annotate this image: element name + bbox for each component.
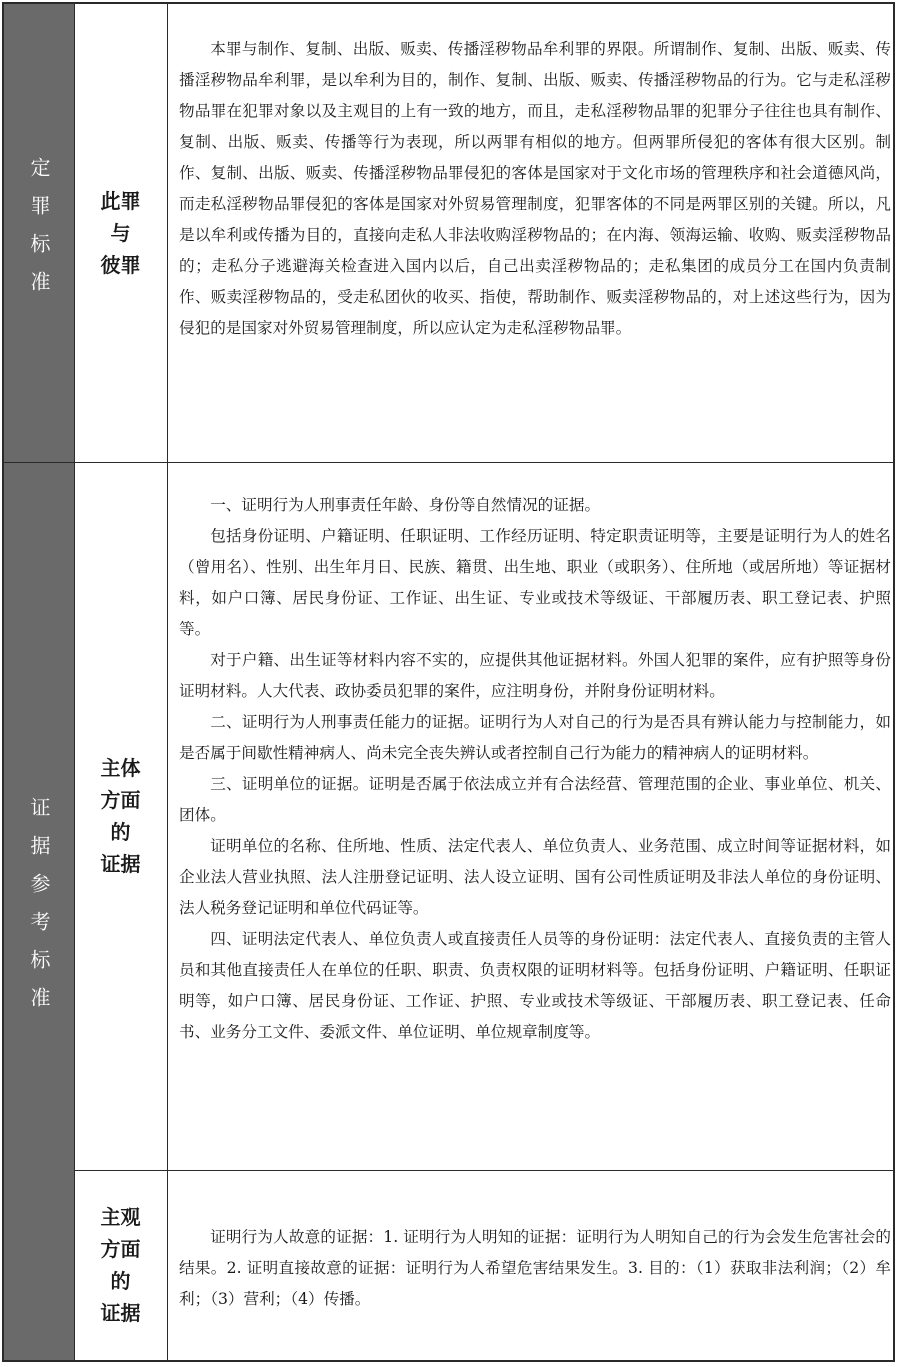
label-line: 主观 [100,1205,141,1229]
label-line: 方面 [100,788,141,812]
paragraph: 三、证明单位的证据。证明是否属于依法成立并有合法经营、管理范围的企业、事业单位、机关、团体。 [179,775,891,824]
paragraph: 证明单位的名称、住所地、性质、法定代表人、单位负责人、业务范围、成立时间等证据材料，如企业法人营业执照、法人注册登记证明、法人设立证明、国有公司性质证明及非法人单位的身份证明、法人税务登记证明和单位代码证等。 [179,837,891,917]
label-line: 与 [110,221,131,245]
label-line: 证据 [100,852,141,876]
paragraph: 二、证明行为人刑事责任能力的证据。证明行为人对自己的行为是否具有辨认能力与控制能力，如是否属于间歇性精神病人、尚未完全丧失辨认或者控制自己行为能力的精神病人的证明材料。 [179,713,891,762]
evidence-table [2,2,895,1362]
label-line: 证据 [100,1301,141,1325]
column-divider [167,4,168,1360]
paragraph: 四、证明法定代表人、单位负责人或直接责任人员等的身份证明：法定代表人、直接负责的主管人员和其他直接责任人在单位的任职、职责、负责权限的证明材料等。包括身份证明、户籍证明、任职证明等，如户口簿、居民身份证、工作证、护照、专业或技术等级证、干部履历表、职工登记表、任命书、业务分工文件、委派文件、单位证明、单位规章制度等。 [179,930,891,1041]
label-line: 的 [110,1269,131,1293]
row-label-subject-evidence [74,462,167,1170]
paragraph: 包括身份证明、户籍证明、任职证明、工作经历证明、特定职责证明等，主要是证明行为人的姓名（曾用名）、性别、出生年月日、民族、籍贯、出生地、职业（或职务）、住所地（或居所地）等证据材料，如户口簿、居民身份证、工作证、出生证、专业或技术等级证、干部履历表、职工登记表、护照等。 [179,527,891,638]
paragraph: 一、证明行为人刑事责任年龄、身份等自然情况的证据。 [210,496,601,514]
row-label-subjective-evidence [74,1170,167,1360]
label-line: 彼罪 [100,253,141,277]
label-line: 方面 [100,1237,141,1261]
row-label-this-crime-vs-other [74,4,167,462]
label-line: 此罪 [100,189,141,213]
paragraph: 对于户籍、出生证等材料内容不实的，应提供其他证据材料。外国人犯罪的案件，应有护照等身份证明材料。人大代表、政协委员犯罪的案件，应注明身份，并附身份证明材料。 [179,651,891,700]
paragraph: 本罪与制作、复制、出版、贩卖、传播淫秽物品牟利罪的界限。所谓制作、复制、出版、贩卖、传播淫秽物品牟利罪，是以牟利为目的，制作、复制、出版、贩卖、传播淫秽物品的行为。它与走私淫秽物品罪在犯罪对象以及主观目的上有一致的地方，而且，走私淫秽物品罪的犯罪分子往往也具有制作、复制、出版、贩卖、传播等行为表现，所以两罪有相似的地方。但两罪所侵犯的客体有很大区别。制作、复制、出版、贩卖、传播淫秽物品罪侵犯的客体是国家对于文化市场的管理秩序和社会道德风尚，而走私淫秽物品罪侵犯的客体是国家对外贸易管理制度，犯罪客体的不同是两罪区别的关键。所以，凡是以牟利或传播为目的，直接向走私人非法收购淫秽物品的；在内海、领海运输、收购、贩卖淫秽物品的；走私分子逃避海关检查进入国内以后，自己出卖淫秽物品的；走私集团的成员分工在国内负责制作、贩卖淫秽物品的，受走私团伙的收买、指使，帮助制作、贩卖淫秽物品的，对上述这些行为，因为侵犯的是国家对外贸易管理制度，所以应认定为走私淫秽物品罪。 [179,40,891,337]
section-title: 定罪标准 [27,157,51,309]
row-divider [74,1170,893,1171]
label-line: 的 [110,820,131,844]
row-content-subjective-evidence [179,1222,891,1315]
paragraph: 证明行为人故意的证据：1. 证明行为人明知的证据：证明行为人明知自己的行为会发生危害社会的结果。2. 证明直接故意的证据：证明行为人希望危害结果发生。3. 目的：（1）获取非法利润；（2）牟利；（3）营利；（4）传播。 [179,1228,891,1308]
label-line: 主体 [100,756,141,780]
section-title: 证据参考标准 [27,797,51,1025]
section-band-evidence-standard [4,462,74,1360]
row-content-this-crime-vs-other [179,34,891,344]
row-content-subject-evidence [179,490,891,1048]
section-band-conviction-standard [4,4,74,462]
